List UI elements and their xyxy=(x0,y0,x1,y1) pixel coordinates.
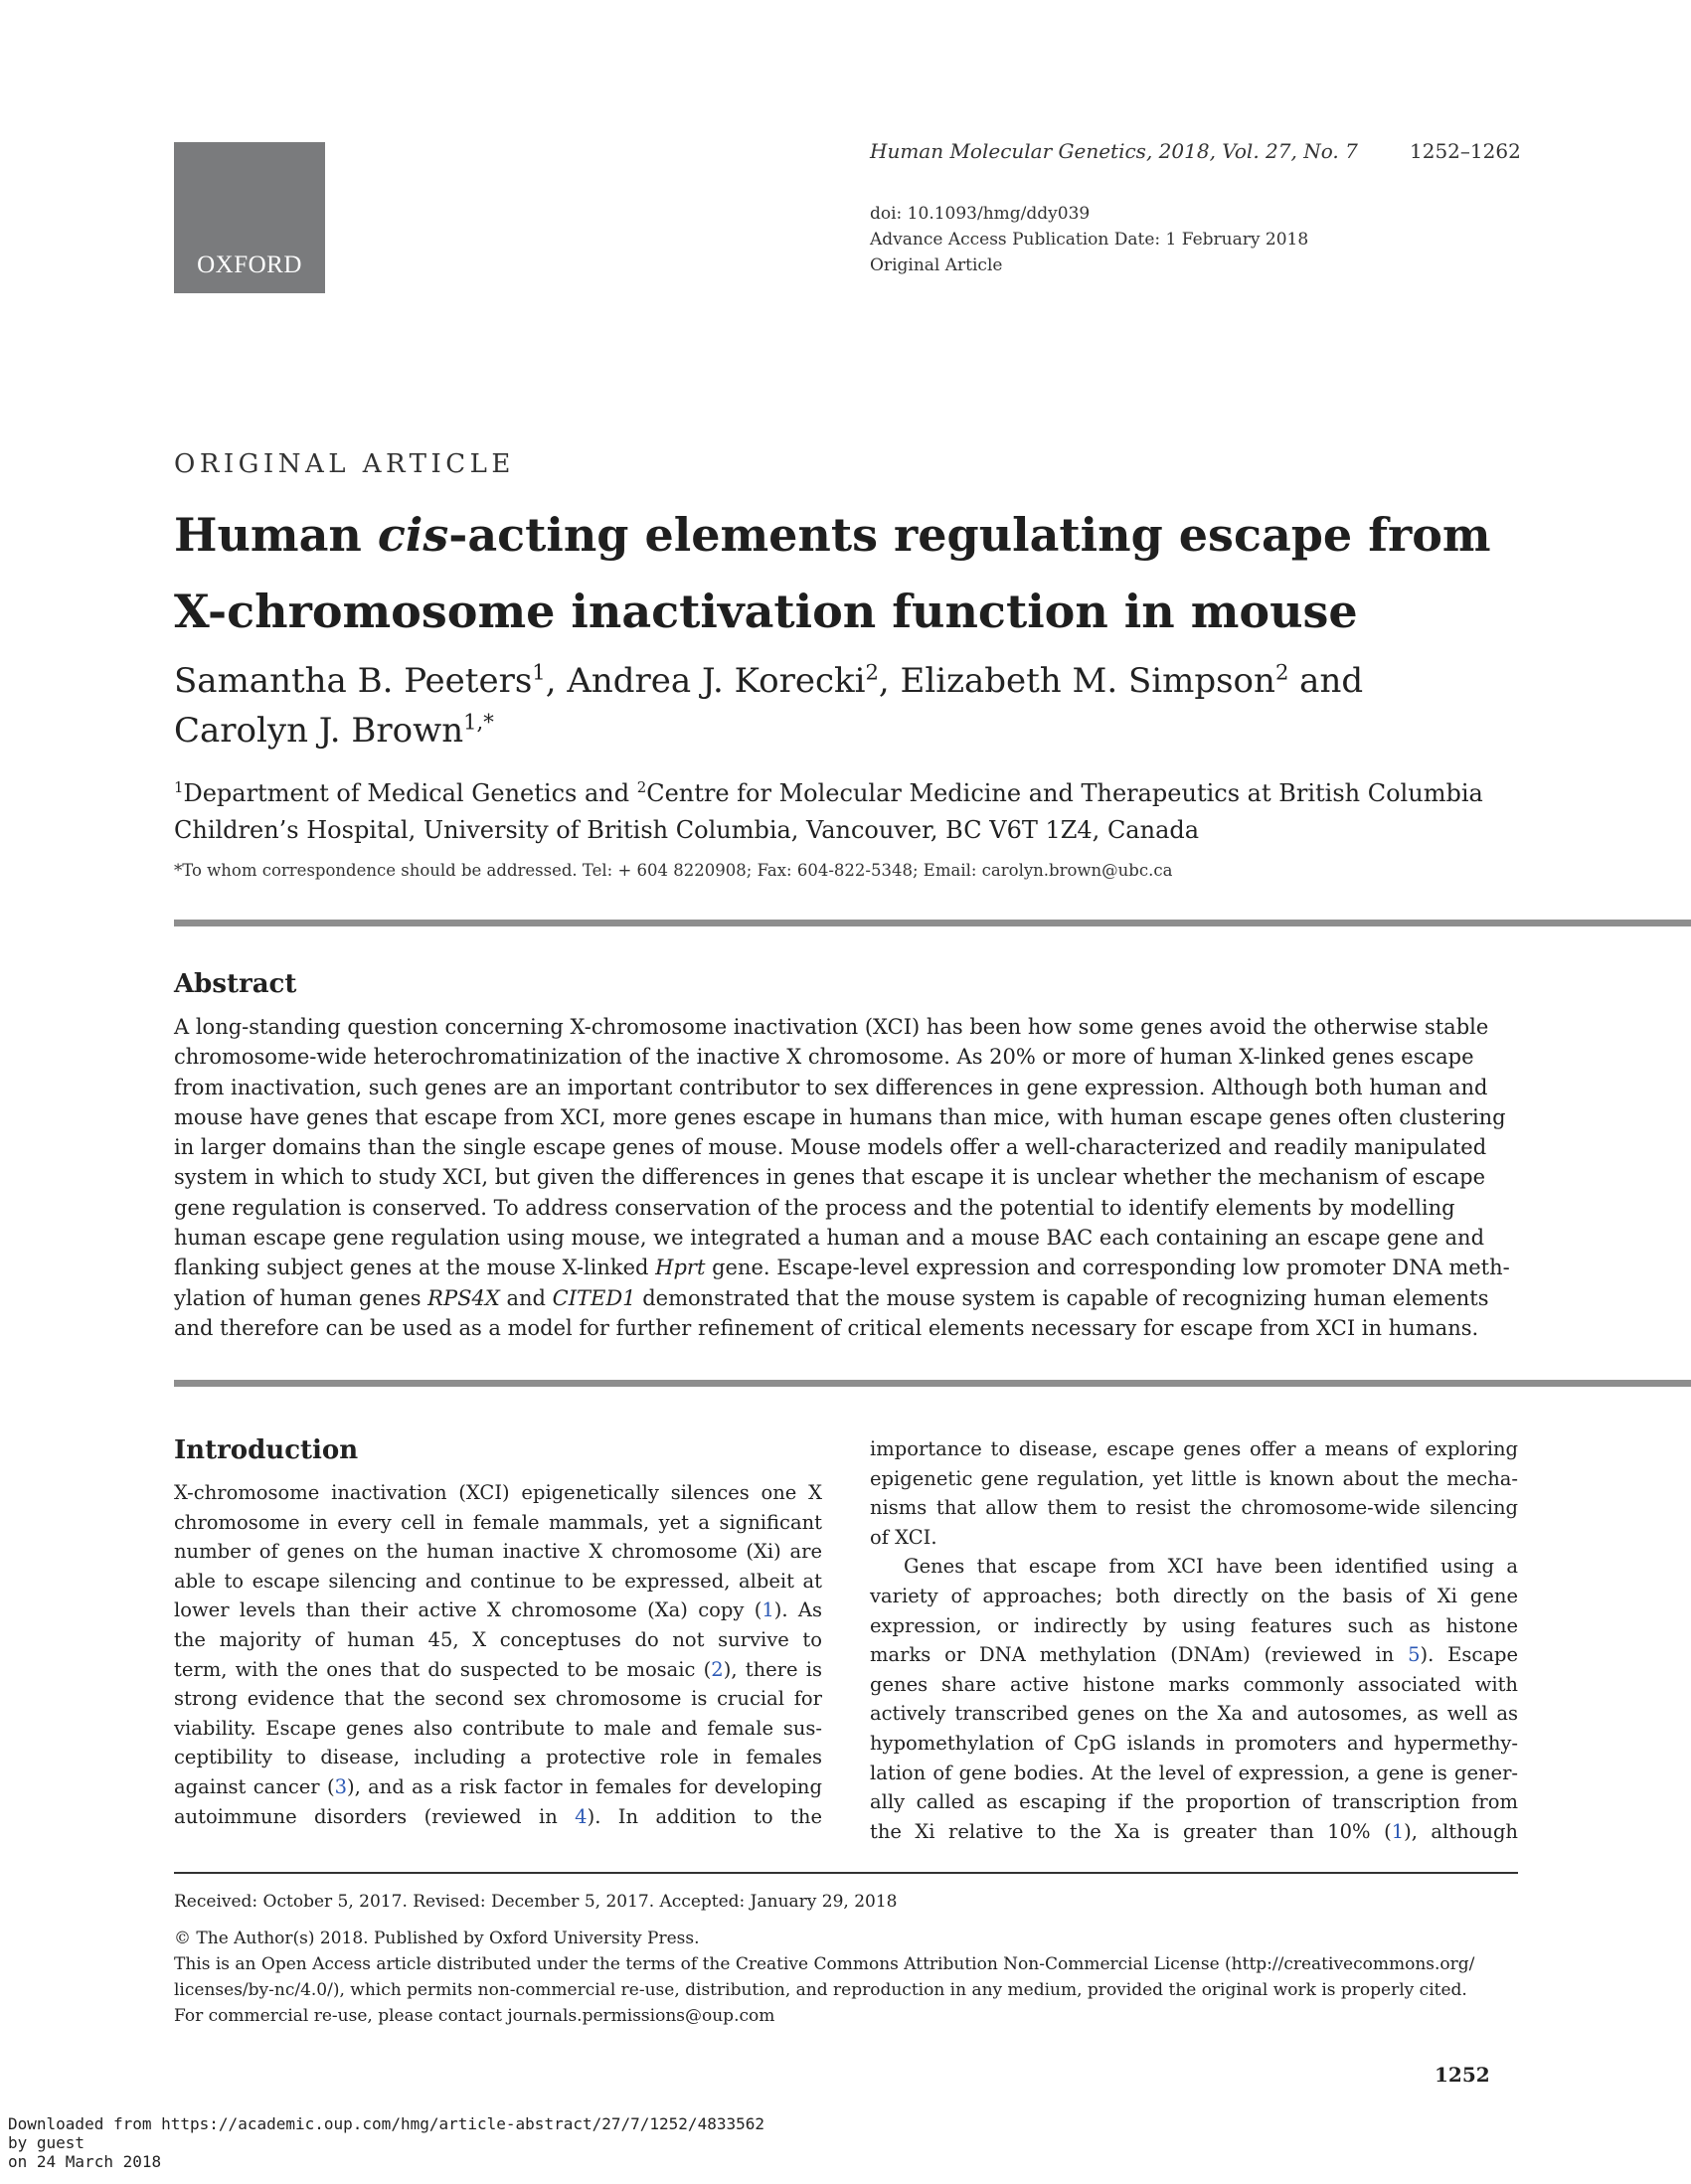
abstract-text: A long-standing question concerning X-chromosome inactivation (XCI) has been how some genes avoid the otherwise stable chromosome-wide heterochromatinization of the inactive X chromosome. As 20% or more of human X-linked genes escape from inactivation, such genes are an important contributor to sex differences in gene expression. Although both human and mouse have genes that escape from XCI, more genes escape in humans than mice, with human escape genes often clustering in larger domains than the single escape genes of mouse. Mouse models offer a well-characterized and readily manipulated system in which to study XCI, but given the differences in genes that escape it is unclear whether the mechanism of escape gene regulation is conserved. To address conservation of the process and the potential to identify elements by modelling human escape gene regulation using mouse, we integrated a human and a mouse BAC each containing an escape gene and flanking subject genes at the mouse X-linked Hprt gene. Escape-level expression and corresponding low promoter DNA meth- ylation of human genes RPS4X and CITED1 demonstrated that the mouse system is capable of recognizing human elements and therefore can be used as a model for further refinement of critical elements necessary for escape from XCI in humans. xyxy=(174,1015,1510,1340)
journal-citation: Human Molecular Genetics, 2018, Vol. 27, No. 7 xyxy=(870,139,1358,163)
advance-access-date: Advance Access Publication Date: 1 February 2018 xyxy=(870,230,1309,250)
page-number: 1252 xyxy=(1435,2063,1490,2087)
ref-link[interactable]: 3 xyxy=(334,1774,347,1798)
received-dates: Received: October 5, 2017. Revised: December 5, 2017. Accepted: January 29, 2018 xyxy=(174,1892,898,1912)
article-title: Human cis-acting elements regulating escape from X-chromosome inactivation function in mouse xyxy=(174,508,1491,638)
ref-link[interactable]: 4 xyxy=(575,1804,588,1828)
ref-link[interactable]: 1 xyxy=(761,1598,774,1622)
license-line-1: This is an Open Access article distributed under the terms of the Creative Commons Attribution Non-Commercial License (http://creativecommons.org/ xyxy=(174,1954,1475,1974)
abstract-heading: Abstract xyxy=(174,969,297,999)
ref-link[interactable]: 5 xyxy=(1408,1643,1421,1667)
license-line-3: For commercial re-use, please contact journals.permissions@oup.com xyxy=(174,2006,775,2026)
license-line-2: licenses/by-nc/4.0/), which permits non-commercial re-use, distribution, and reproduction in any medium, provided the original work is properly cited. xyxy=(174,1980,1467,2000)
download-stamp: Downloaded from https://academic.oup.com/hmg/article-abstract/27/7/1252/4833562 by guest on 24 March 2018 xyxy=(8,2114,764,2171)
correspondence-note: *To whom correspondence should be addressed. Tel: + 604 8220908; Fax: 604-822-5348; Email: carolyn.brown@ubc.ca xyxy=(174,861,1173,880)
abstract-divider xyxy=(174,1380,1691,1387)
footer-divider xyxy=(174,1872,1518,1874)
author-list: Samantha B. Peeters$^1$, Andrea J. Korecki$^2$, Elizabeth M. Simpson$^2$ and Carolyn J. Brown$^{1,*}$ xyxy=(174,659,1364,751)
intro-left-column: X-chromosome inactivation (XCI) epigenetically silences one X chromosome in every cell in female mammals, yet a significant number of genes on the human inactive X chromosome (Xi) are able to escape silencing and continue to be expressed, albeit at lower levels than their active X chromosome (Xa) copy (1). As the majority of human 45, X conceptuses do not survive to term, with the ones that do suspected to be mosaic (2), there is strong evidence that the second sex chromosome is crucial for viability. Escape genes also contribute to male and female sus- ceptibility to disease, including a protective role in females against cancer (3), and as a risk factor in females for developing autoimmune disorders (reviewed in 4). In addition to the xyxy=(174,1481,822,1828)
article-label: ORIGINAL ARTICLE xyxy=(174,449,515,479)
page-range: 1252–1262 xyxy=(1410,139,1521,163)
copyright: © The Author(s) 2018. Published by Oxford University Press. xyxy=(174,1929,700,1948)
article-type: Original Article xyxy=(870,255,1003,275)
intro-right-column: importance to disease, escape genes offer a means of exploring epigenetic gene regulation, yet little is known about the mecha- nisms that allow them to resist the chromosome-wide silencing of XCI. Genes that escape from XCI have been identified using a variety of approaches; both directly on the basis of Xi gene expression, or indirectly by using features such as histone marks or DNA methylation (DNAm) (reviewed in 5). Escape genes share active histone marks commonly associated with actively transcribed genes on the Xa and autosomes, as well as hypomethylation of CpG islands in promoters and hypermethy- lation of gene bodies. At the level of expression, a gene is gener- ally called as escaping if the proportion of transcription from the Xi relative to the Xa is greater than 10% (1), although xyxy=(870,1437,1518,1843)
affiliations: $^1$Department of Medical Genetics and $^2$Centre for Molecular Medicine and Therapeutics at British Columbia Children’s Hospital, University of British Columbia, Vancouver, BC V6T 1Z4, Canada xyxy=(174,778,1483,844)
ref-link[interactable]: 1 xyxy=(1391,1819,1405,1843)
ref-link[interactable]: 2 xyxy=(711,1657,724,1681)
doi[interactable]: doi: 10.1093/hmg/ddy039 xyxy=(870,204,1091,224)
introduction-heading: Introduction xyxy=(174,1435,359,1465)
oxford-logo xyxy=(174,142,325,293)
top-divider xyxy=(174,920,1691,926)
logo-text: OXFORD xyxy=(197,252,302,278)
